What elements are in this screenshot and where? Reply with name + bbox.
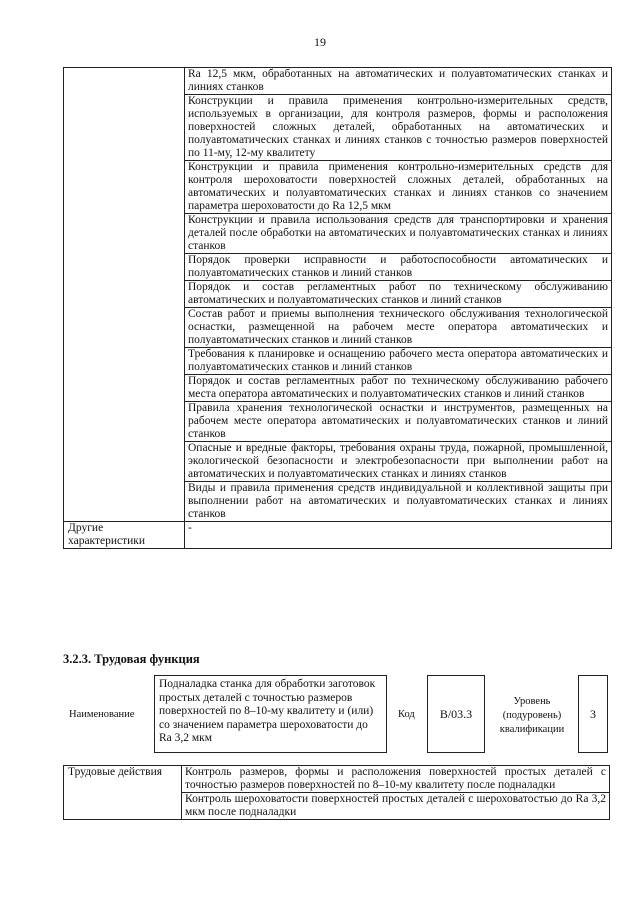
table-row — [64, 522, 612, 549]
other-characteristics-value: - — [185, 522, 612, 549]
table-cell: Порядок и состав регламентных работ по техническому обслуживанию рабочего места оператора автоматических и полуавтоматических станков и линий станков — [185, 375, 612, 402]
table-cell: Ra 12,5 мкм, обработанных на автоматических и полуавтоматических станках и линиях станков — [185, 68, 612, 95]
table-cell: Порядок и состав регламентных работ по техническому обслуживанию автоматических и полуавтоматических станков и линий станков — [185, 281, 612, 308]
code-value: B/03.3 — [439, 706, 473, 721]
table-cell: Состав работ и приемы выполнения технического обслуживания технологической оснастки, размещенной на рабочем месте оператора автоматических и полуавтоматических станков и линий станков — [185, 308, 612, 348]
function-name-box — [154, 675, 387, 753]
table-row — [64, 766, 610, 793]
table-row — [64, 68, 612, 95]
labor-actions-table — [63, 765, 610, 820]
table-cell: Конструкции и правила использования средств для транспортировки и хранения деталей после обработки на автоматических и полуавтоматических станках и линиях станков — [185, 214, 612, 254]
table-cell: Опасные и вредные факторы, требования охраны труда, пожарной, промышленной, экологической безопасности и электробезопасности при выполнении работ на автоматических и полуавтоматических станках и линиях станков — [185, 442, 612, 482]
section-title: 3.2.3. Трудовая функция — [63, 652, 200, 666]
level-box — [578, 675, 608, 753]
knowledge-label-cell — [64, 68, 185, 522]
table-cell: Требования к планировке и оснащению рабочего места оператора автоматических и полуавтоматических станков и линий станков — [185, 348, 612, 375]
level-value: 3 — [590, 706, 596, 721]
code-box — [427, 675, 485, 753]
name-label: Наименование — [69, 709, 135, 720]
code-label: Код — [398, 709, 415, 720]
page-number: 19 — [314, 35, 326, 49]
table-cell: Контроль шероховатости поверхностей простых деталей с шероховатостью до Ra 3,2 мкм после подналадки — [182, 793, 610, 820]
table-cell: Конструкции и правила применения контрольно-измерительных средств, используемых в организации, для контроля размеров, формы и расположения поверхностей сложных деталей, обработанных на автоматических и полуавтоматических станках и линиях станков с точностью размеров поверхностей по 11-му, 12-му квалитету — [185, 95, 612, 161]
table-cell: Контроль размеров, формы и расположения поверхностей простых деталей с точностью размеров поверхностей по 8–10-му квалитету после подналадки — [182, 766, 610, 793]
table-cell: Порядок проверки исправности и работоспособности автоматических и полуавтоматических станков и линий станков — [185, 254, 612, 281]
labor-actions-label: Трудовые действия — [64, 766, 182, 820]
table-cell: Правила хранения технологической оснастки и инструментов, размещенных на рабочем месте оператора автоматических и полуавтоматических станков и линий станков — [185, 402, 612, 442]
table-cell: Конструкции и правила применения контрольно-измерительных средств для контроля шероховатости поверхностей сложных деталей, обработанных на автоматических и полуавтоматических станках и линиях станков со значением параметра шероховатости до Ra 12,5 мкм — [185, 161, 612, 214]
other-characteristics-label: Другие характеристики — [64, 522, 185, 549]
table-cell: Виды и правила применения средств индивидуальной и коллективной защиты при выполнении работ на автоматических и полуавтоматических станках и линиях станков — [185, 482, 612, 522]
function-name-value: Подналадка станка для обработки заготовок простых деталей с точностью размеров поверхностей по 8–10-му квалитету и (или) со значением параметра шероховатости до Ra 3,2 мкм — [159, 678, 376, 744]
knowledge-table — [63, 67, 612, 549]
level-label: Уровень (подуровень) квалификации — [499, 696, 565, 735]
